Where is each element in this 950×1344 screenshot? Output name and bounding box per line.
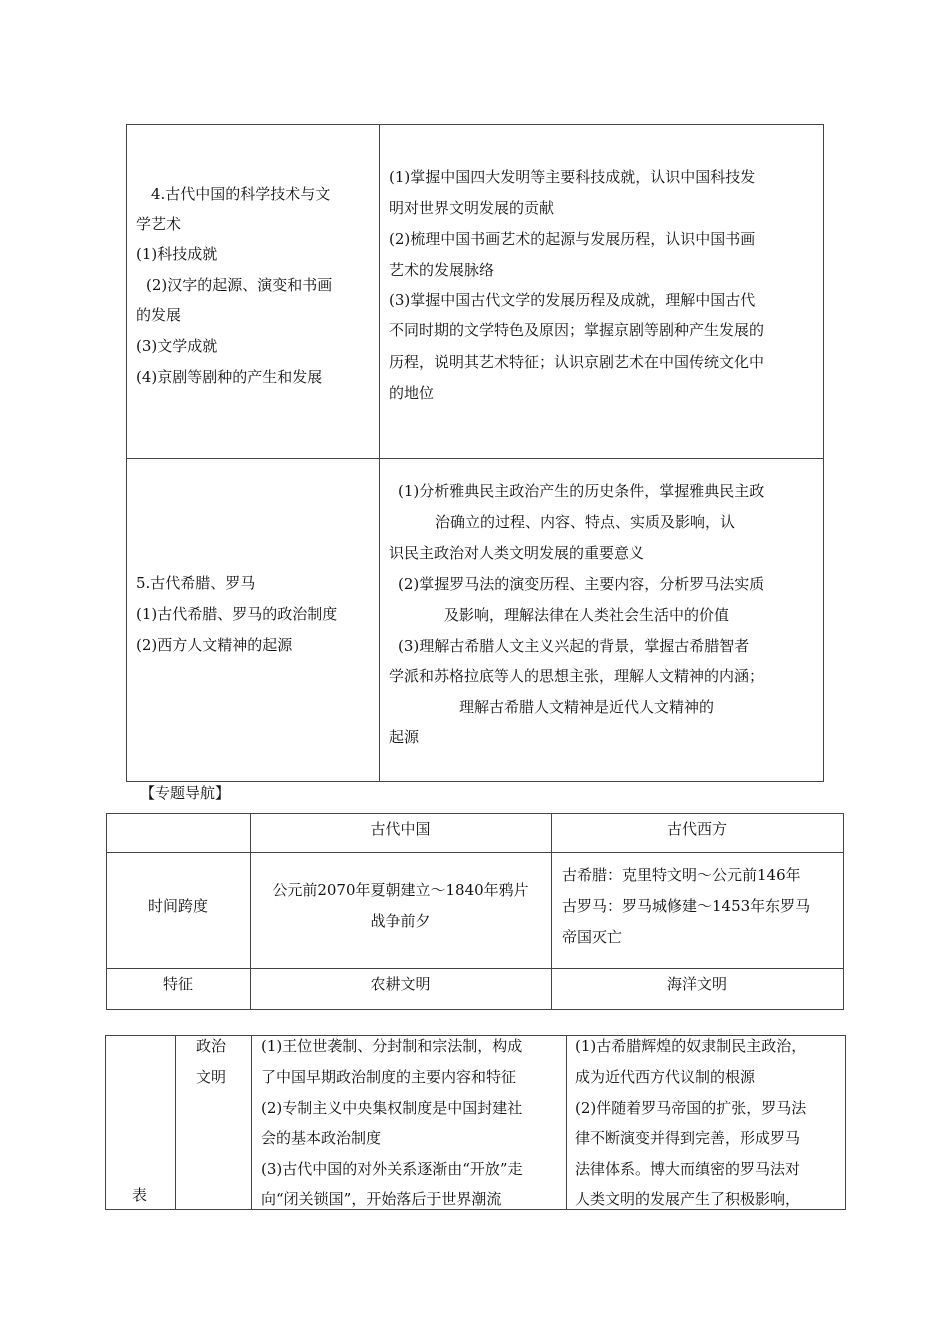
table-border [843,813,844,1010]
time-china-line: 公元前2070年夏朝建立～1840年鸦片 [272,881,529,899]
requirement-line: (2)掌握罗马法的演变历程、主要内容，分析罗马法实质 [398,575,765,593]
topic-item: (2)汉字的起源、演变和书画 [146,276,333,294]
header-ancient-china: 古代中国 [370,820,431,838]
time-china-line: 战争前夕 [370,912,431,930]
header-ancient-west: 古代西方 [666,820,727,838]
topic-item: (1)古代希腊、罗马的政治制度 [136,605,338,623]
feature-west: 海洋文明 [666,975,727,993]
requirement-line: 艺术的发展脉络 [389,261,495,279]
subcategory-label: 文明 [196,1068,227,1086]
subcategory-label: 政治 [196,1037,227,1055]
table-border [106,1009,844,1010]
china-politics-line: (2)专制主义中央集权制度是中国封建社 [261,1099,523,1117]
topic-title: 学艺术 [136,215,182,233]
topic-item: 的发展 [136,306,182,324]
china-politics-line: (1)王位世袭制、分封制和宗法制，构成 [261,1037,523,1055]
west-politics-line: 成为近代西方代议制的根源 [575,1068,756,1086]
table-border [126,781,824,782]
table-border [126,458,824,459]
table-border [126,124,824,125]
china-politics-line: (3)古代中国的对外关系逐渐由“开放”走 [261,1160,523,1178]
west-politics-line: (2)伴随着罗马帝国的扩张，罗马法 [575,1099,807,1117]
requirement-line: 的地位 [389,384,435,402]
requirement-line: (1)分析雅典民主政治产生的历史条件，掌握雅典民主政 [398,482,765,500]
topic-item: (4)京剧等剧种的产生和发展 [136,368,323,386]
requirement-line: 不同时期的文学特色及原因；掌握京剧等剧种产生发展的 [389,321,765,339]
requirement-line: 明对世界文明发展的贡献 [389,199,555,217]
feature-china: 农耕文明 [370,975,431,993]
requirement-line: 理解古希腊人文精神是近代人文精神的 [459,698,715,716]
table-border [823,124,824,782]
topic-item: (1)科技成就 [136,245,218,263]
china-politics-line: 会的基本政治制度 [261,1129,382,1147]
row-label-feature: 特征 [162,975,193,993]
topic-title: 5.古代希腊、罗马 [136,574,256,592]
table-border [379,124,380,782]
requirement-line: (1)掌握中国四大发明等主要科技成就，认识中国科技发 [389,168,756,186]
west-politics-line: 律不断演变并得到完善，形成罗马 [575,1129,801,1147]
table-border [566,1035,567,1210]
table-border [845,1035,846,1210]
table-border [126,124,127,782]
topic-item: (3)文学成就 [136,337,218,355]
requirement-line: (3)掌握中国古代文学的发展历程及成就，理解中国古代 [389,291,756,309]
china-politics-line: 向“闭关锁国”，开始落后于世界潮流 [261,1190,502,1208]
requirement-line: 识民主政治对人类文明发展的重要意义 [389,544,645,562]
west-politics-line: (1)古希腊辉煌的奴隶制民主政治， [575,1037,807,1055]
west-politics-line: 法律体系。博大而缜密的罗马法对 [575,1160,801,1178]
time-west-line: 帝国灭亡 [562,928,623,946]
requirement-line: 历程，说明其艺术特征；认识京剧艺术在中国传统文化中 [389,353,765,371]
table-border [106,852,844,853]
time-west-line: 古希腊：克里特文明～公元前146年 [562,866,801,884]
west-politics-line: 人类文明的发展产生了积极影响， [575,1190,801,1208]
requirement-line: (3)理解古希腊人文主义兴起的背景，掌握古希腊智者 [398,637,750,655]
table-border [251,1035,252,1210]
section-heading: 【专题导航】 [140,784,231,802]
requirement-line: 治确立的过程、内容、特点、实质及影响，认 [435,513,736,531]
topic-title: 4.古代中国的科学技术与文 [151,185,331,203]
requirement-line: 及影响，理解法律在人类社会生活中的价值 [444,606,730,624]
row-label-time-span: 时间跨度 [147,897,208,915]
requirement-line: (2)梳理中国书画艺术的起源与发展历程，认识中国书画 [389,230,756,248]
table-border [175,1035,176,1210]
category-label: 表 [132,1186,148,1204]
time-west-line: 古罗马：罗马城修建～1453年东罗马 [562,897,811,915]
china-politics-line: 了中国早期政治制度的主要内容和特征 [261,1068,517,1086]
requirement-line: 起源 [389,728,420,746]
table-border [105,1035,106,1210]
requirement-line: 学派和苏格拉底等人的思想主张，理解人文精神的内涵； [389,667,765,685]
topic-item: (2)西方人文精神的起源 [136,636,293,654]
